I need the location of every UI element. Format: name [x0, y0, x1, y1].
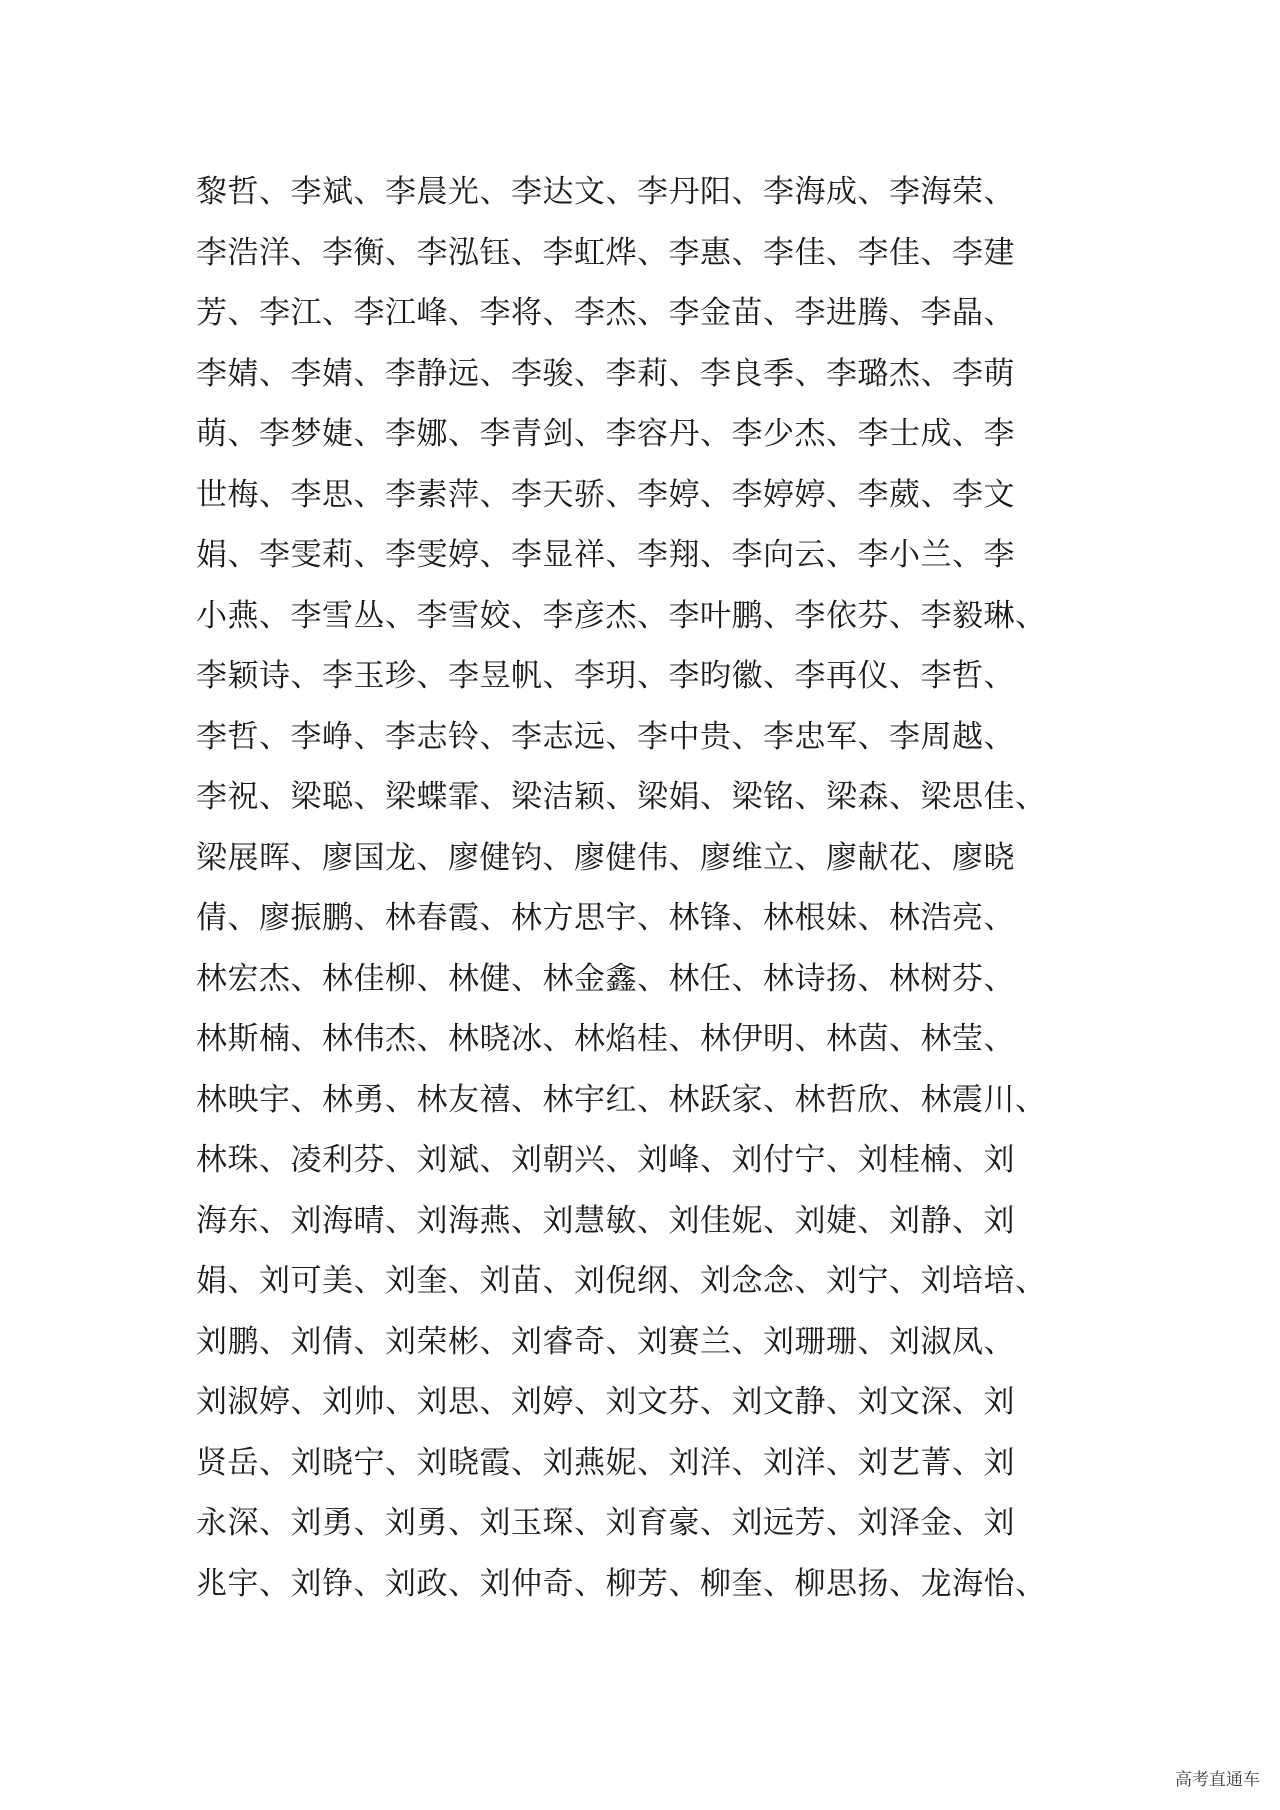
- text-line: 李哲、李峥、李志铃、李志远、李中贵、李忠军、李周越、: [196, 718, 1015, 755]
- text-line: 林映宇、林勇、林友禧、林宇红、林跃家、林哲欣、林震川、: [196, 1081, 1047, 1118]
- text-line: 李婧、李婧、李静远、李骏、李莉、李良季、李璐杰、李萌: [196, 355, 1015, 392]
- text-line: 贤岳、刘晓宁、刘晓霞、刘燕妮、刘洋、刘洋、刘艺菁、刘: [196, 1444, 1015, 1481]
- text-line: 萌、李梦婕、李娜、李青剑、李容丹、李少杰、李士成、李: [196, 416, 1015, 452]
- name-list: [196, 162, 1096, 1614]
- text-line: 黎哲、李斌、李晨光、李达文、李丹阳、李海成、李海荣、: [196, 174, 1015, 210]
- text-line: 李颖诗、李玉珍、李昱帆、李玥、李昀徽、李再仪、李哲、: [196, 658, 1015, 694]
- text-line: 芳、李江、李江峰、李将、李杰、李金苗、李进腾、李晶、: [196, 295, 1015, 331]
- text-line: 娟、李雯莉、李雯婷、李显祥、李翔、李向云、李小兰、李: [196, 537, 1015, 573]
- text-line: 林珠、凌利芬、刘斌、刘朝兴、刘峰、刘付宁、刘桂楠、刘: [196, 1142, 1015, 1178]
- text-line: 娟、刘可美、刘奎、刘苗、刘倪纲、刘念念、刘宁、刘培培、: [196, 1263, 1047, 1299]
- text-line: 海东、刘海晴、刘海燕、刘慧敏、刘佳妮、刘婕、刘静、刘: [196, 1202, 1015, 1239]
- text-line: 永深、刘勇、刘勇、刘玉琛、刘育豪、刘远芳、刘泽金、刘: [196, 1505, 1015, 1541]
- text-line: 李浩洋、李衡、李泓钰、李虹烨、李惠、李佳、李佳、李建: [196, 234, 1015, 271]
- text-line: 刘鹏、刘倩、刘荣彬、刘睿奇、刘赛兰、刘珊珊、刘淑凤、: [196, 1323, 1015, 1360]
- text-line: 世梅、李思、李素萍、李天骄、李婷、李婷婷、李葳、李文: [196, 476, 1015, 513]
- text-line: 李祝、梁聪、梁蝶霏、梁洁颖、梁娟、梁铭、梁森、梁思佳、: [196, 779, 1047, 815]
- text-line: 梁展晖、廖国龙、廖健钧、廖健伟、廖维立、廖献花、廖晓: [196, 839, 1015, 876]
- watermark-text: 高考直通车: [1175, 1770, 1260, 1790]
- text-line: 兆宇、刘铮、刘政、刘仲奇、柳芳、柳奎、柳思扬、龙海怡、: [196, 1565, 1047, 1602]
- text-line: 林宏杰、林佳柳、林健、林金鑫、林任、林诗扬、林树芬、: [196, 960, 1015, 997]
- text-line: 倩、廖振鹏、林春霞、林方思宇、林锋、林根妹、林浩亮、: [196, 900, 1015, 936]
- text-line: 刘淑婷、刘帅、刘思、刘婷、刘文芬、刘文静、刘文深、刘: [196, 1384, 1015, 1420]
- text-line: 小燕、李雪丛、李雪姣、李彦杰、李叶鹏、李依芬、李毅琳、: [196, 597, 1047, 634]
- text-line: 林斯楠、林伟杰、林晓冰、林焰桂、林伊明、林茵、林莹、: [196, 1021, 1015, 1057]
